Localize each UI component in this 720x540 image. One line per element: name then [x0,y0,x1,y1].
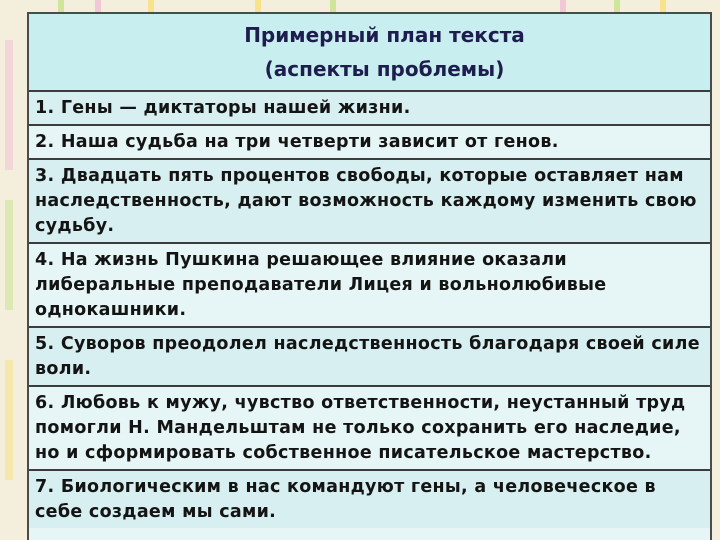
title-line-2: (аспекты проблемы) [264,57,505,81]
plan-item-3: 3. Двадцать пять процентов свободы, которые оставляет нам наследственность, дают возможность каждому изменить свою судьбу. [29,160,710,244]
plan-item-2: 2. Наша судьба на три четверти зависит от генов. [29,126,710,160]
table-remainder [29,528,710,540]
title-line-1: Примерный план текста [244,23,525,47]
table-header [29,14,710,92]
plan-item-1: 1. Гены — диктаторы нашей жизни. [29,92,710,126]
plan-item-6: 6. Любовь к мужу, чувство ответственности, неустанный труд помогли Н. Мандельштам не только сохранить его наследие, но и сформировать собственное писательское мастерство. [29,387,710,471]
plan-item-4: 4. На жизнь Пушкина решающее влияние оказали либеральные преподаватели Лицея и вольнолюбивые однокашники. [29,244,710,328]
plan-item-7: 7. Биологическим в нас командуют гены, а человеческое в себе создаем мы сами. [29,471,710,528]
slide-table [27,12,712,540]
plan-item-5: 5. Суворов преодолел наследственность благодаря своей силе воли. [29,328,710,387]
